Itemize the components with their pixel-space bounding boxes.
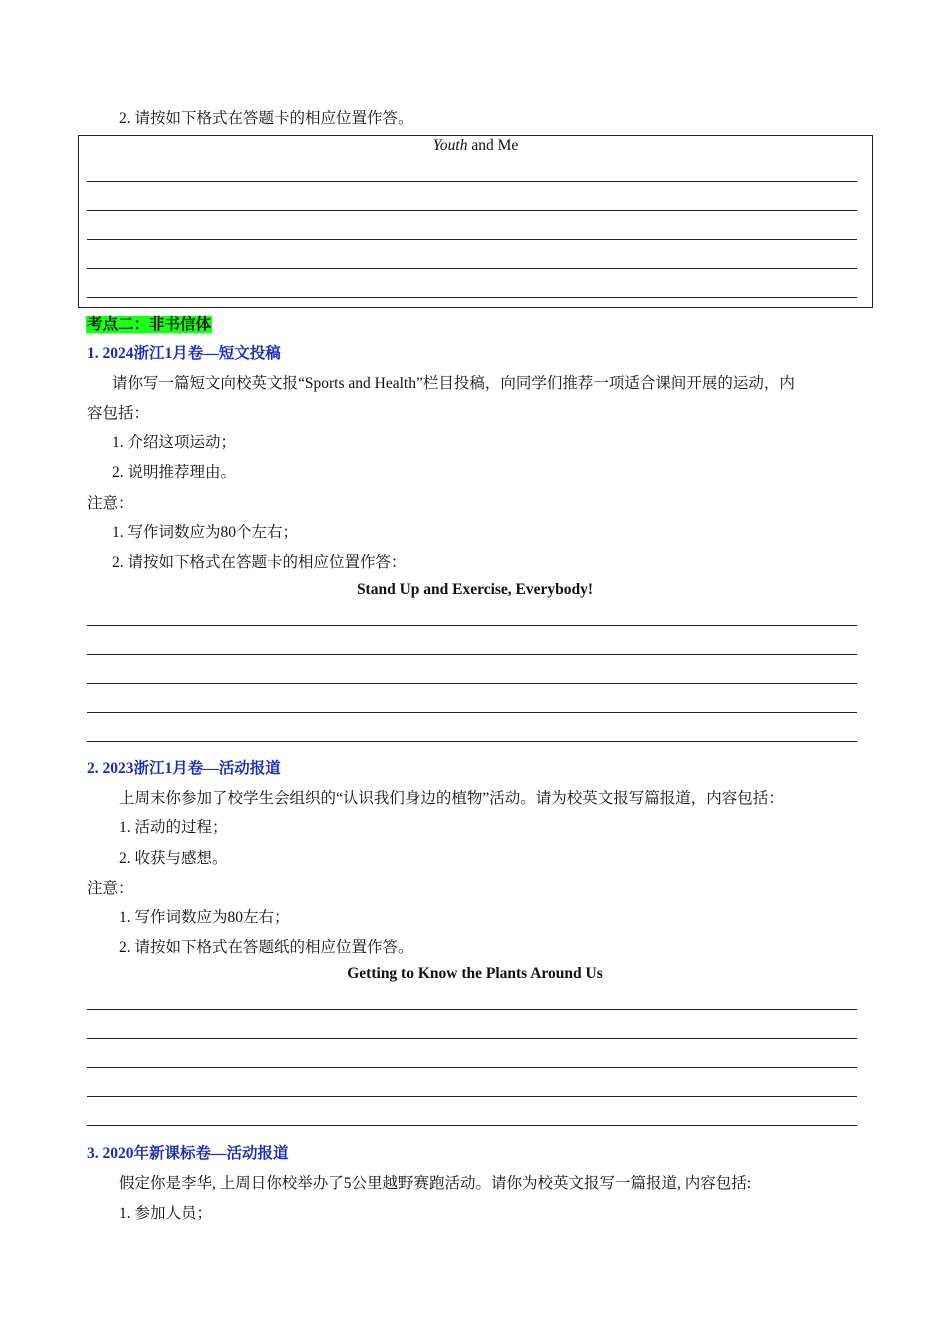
writing-line xyxy=(87,1009,857,1010)
q2-heading: 2. 2023浙江1月卷—活动报道 xyxy=(87,760,281,777)
writing-line xyxy=(87,683,857,684)
q2-note: 注意： xyxy=(87,880,134,897)
q1-prompt-line1: 请你写一篇短文向校英文报“Sports and Health”栏目投稿，向同学们推荐一项适合课间开展的运动，内 xyxy=(112,375,795,392)
writing-line xyxy=(87,1096,857,1097)
writing-line xyxy=(87,268,857,269)
q1-note2: 2. 请按如下格式在答题卡的相应位置作答： xyxy=(112,554,407,571)
answer-box-youth-and-me xyxy=(78,135,873,308)
q1-point2: 2. 说明推荐理由。 xyxy=(112,464,237,481)
section-label-text: 考点二：非书信体 xyxy=(87,316,212,333)
writing-line xyxy=(87,1038,857,1039)
q1-note: 注意： xyxy=(87,495,134,512)
top-instruction: 2. 请按如下格式在答题卡的相应位置作答。 xyxy=(119,110,414,127)
q2-note2: 2. 请按如下格式在答题纸的相应位置作答。 xyxy=(119,939,414,956)
q1-heading: 1. 2024浙江1月卷—短文投稿 xyxy=(87,345,281,362)
box-title-rest: and Me xyxy=(467,137,519,154)
writing-line xyxy=(87,181,857,182)
writing-line xyxy=(87,297,857,298)
q3-point1: 1. 参加人员； xyxy=(119,1205,213,1222)
writing-line xyxy=(87,1067,857,1068)
writing-line xyxy=(87,712,857,713)
q2-point1: 1. 活动的过程； xyxy=(119,819,228,836)
writing-line xyxy=(87,741,857,742)
writing-line xyxy=(87,239,857,240)
writing-line xyxy=(87,625,857,626)
q2-prompt: 上周末你参加了校学生会组织的“认识我们身边的植物”活动。请为校英文报写篇报道，内容包括： xyxy=(119,790,784,807)
q1-essay-title: Stand Up and Exercise, Everybody! xyxy=(356,581,594,598)
section-label xyxy=(86,312,212,334)
q3-prompt: 假定你是李华, 上周日你校举办了5公里越野赛跑活动。请你为校英文报写一篇报道, 内容包括: xyxy=(119,1175,752,1192)
q2-note1: 1. 写作词数应为80左右； xyxy=(119,909,290,926)
writing-line xyxy=(87,210,857,211)
q2-essay-title: Getting to Know the Plants Around Us xyxy=(347,965,603,982)
box-title xyxy=(78,137,873,155)
q3-heading: 3. 2020年新课标卷—活动报道 xyxy=(87,1145,289,1162)
q1-prompt-line2: 容包括： xyxy=(87,405,150,422)
writing-line xyxy=(87,654,857,655)
q1-point1: 1. 介绍这项运动； xyxy=(112,434,237,451)
box-title-italic: Youth xyxy=(432,137,468,154)
q2-point2: 2. 收获与感想。 xyxy=(119,850,228,867)
writing-line xyxy=(87,1125,857,1126)
q1-note1: 1. 写作词数应为80个左右； xyxy=(112,524,299,541)
